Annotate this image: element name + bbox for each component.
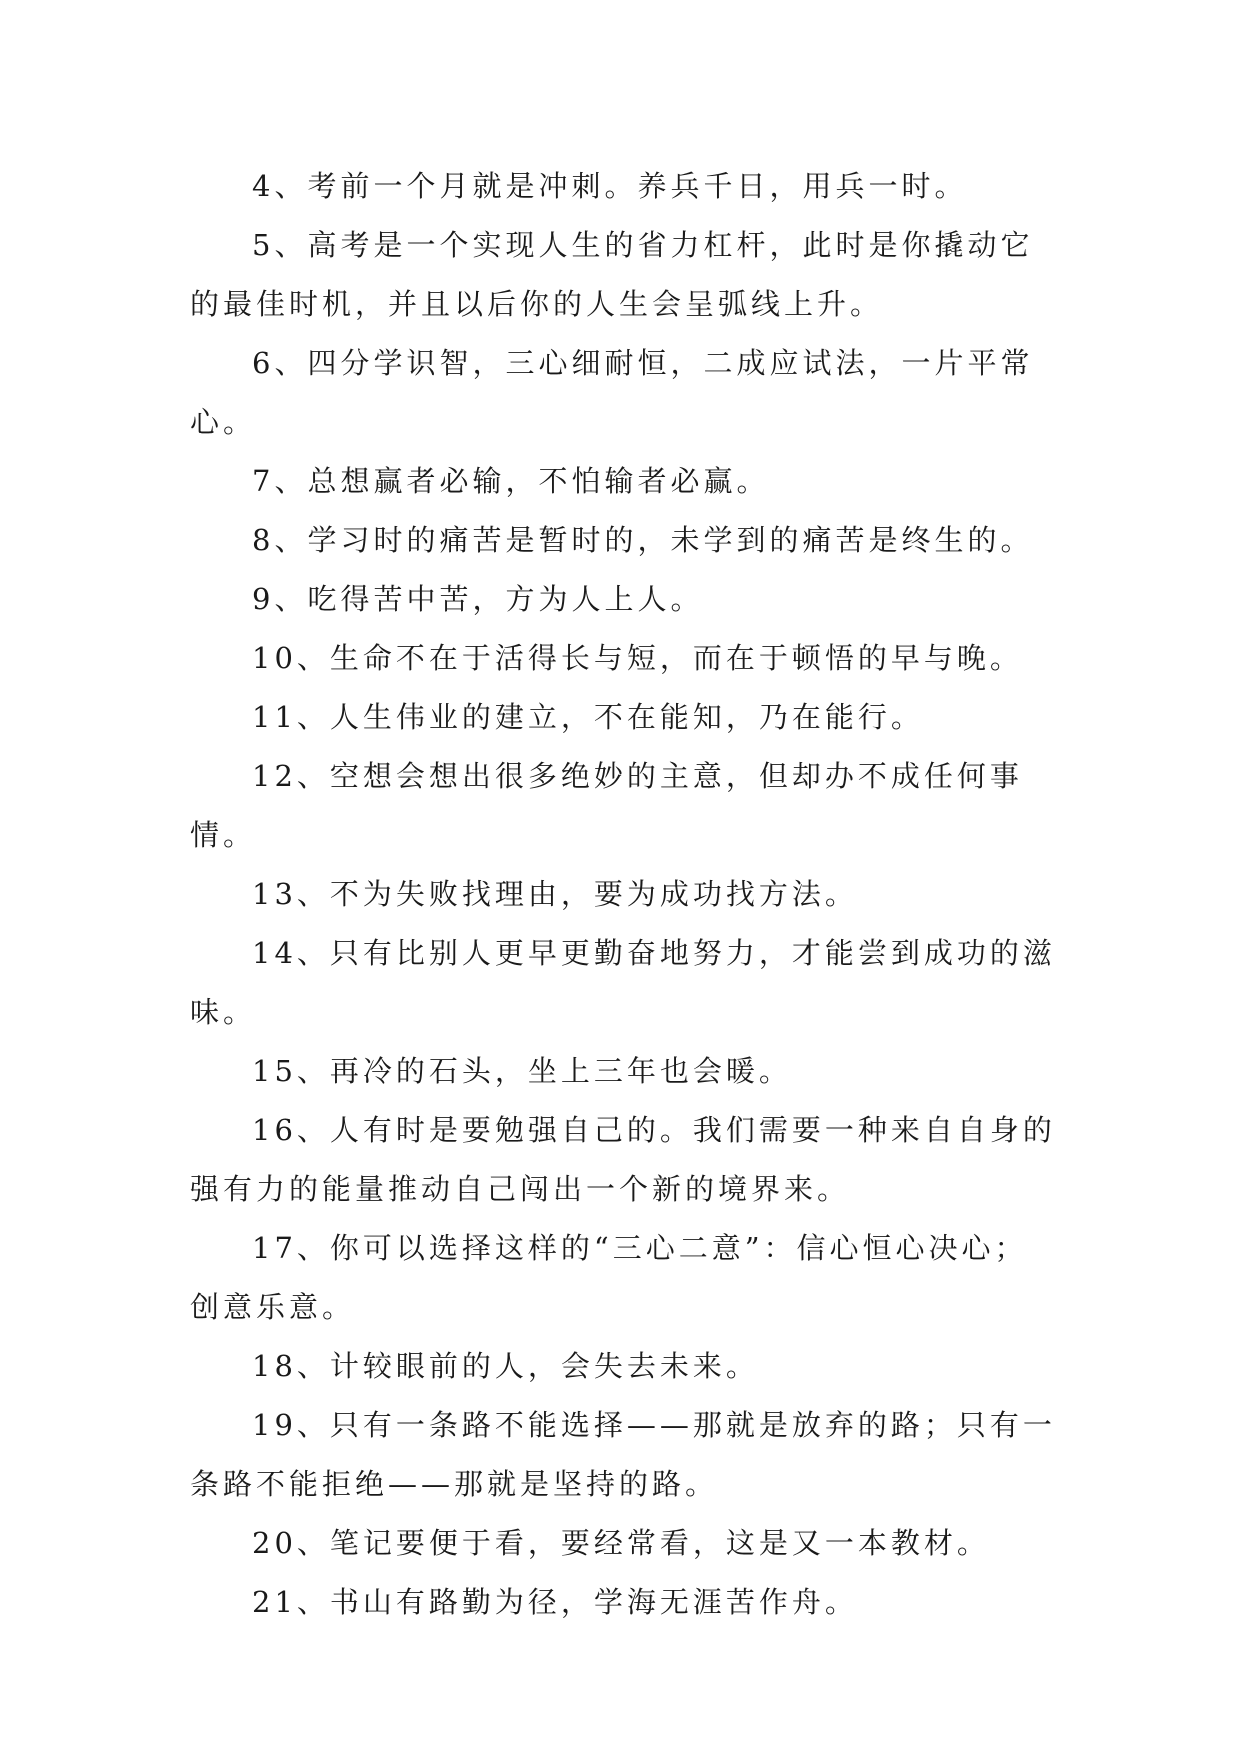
paragraph-13: 13、不为失败找理由，要为成功找方法。	[252, 877, 858, 911]
paragraph-11: 11、人生伟业的建立，不在能知，乃在能行。	[252, 700, 924, 734]
paragraph-20: 20、笔记要便于看，要经常看，这是又一本教材。	[252, 1526, 990, 1560]
paragraph-10: 10、生命不在于活得长与短，而在于顿悟的早与晚。	[252, 641, 1023, 675]
paragraph-14: 14、只有比别人更早更勤奋地努力，才能尝到成功的滋味。	[190, 936, 1056, 1029]
paragraph-8: 8、学习时的痛苦是暂时的，未学到的痛苦是终生的。	[252, 523, 1034, 557]
document-body	[190, 157, 1060, 1632]
paragraph-7: 7、总想赢者必输，不怕输者必赢。	[252, 464, 770, 498]
paragraph-4: 4、考前一个月就是冲刺。养兵千日，用兵一时。	[252, 169, 968, 203]
paragraph-18: 18、计较眼前的人，会失去未来。	[252, 1349, 759, 1383]
paragraph-15: 15、再冷的石头，坐上三年也会暖。	[252, 1054, 792, 1088]
paragraph-21: 21、书山有路勤为径，学海无涯苦作舟。	[252, 1585, 858, 1619]
paragraph-9: 9、吃得苦中苦，方为人上人。	[252, 582, 704, 616]
paragraph-17: 17、你可以选择这样的“三心二意”：信心恒心决心；创意乐意。	[190, 1231, 1028, 1324]
paragraph-6: 6、四分学识智，三心细耐恒，二成应试法，一片平常心。	[190, 346, 1034, 439]
paragraph-12: 12、空想会想出很多绝妙的主意，但却办不成任何事情。	[190, 759, 1023, 852]
paragraph-16: 16、人有时是要勉强自己的。我们需要一种来自自身的强有力的能量推动自己闯出一个新的境界来。	[190, 1113, 1056, 1206]
paragraph-5: 5、高考是一个实现人生的省力杠杆，此时是你撬动它的最佳时机，并且以后你的人生会呈弧线上升。	[190, 228, 1034, 321]
paragraph-19: 19、只有一条路不能选择——那就是放弃的路；只有一条路不能拒绝——那就是坚持的路。	[190, 1408, 1056, 1501]
